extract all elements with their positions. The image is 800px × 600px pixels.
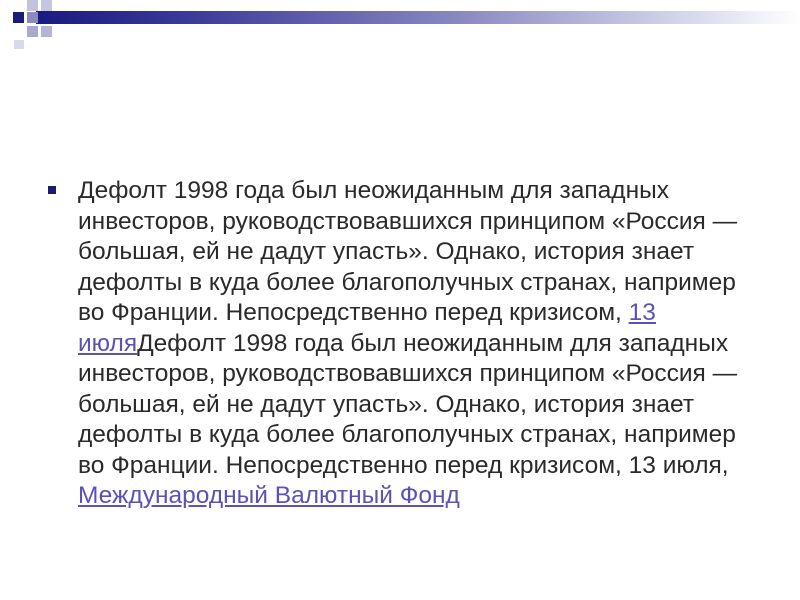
bullet-square-icon [48, 186, 56, 194]
paragraph-text: Дефолт 1998 года был неожиданным для западных инвесторов, руководствовавшихся принципом «Россия — большая, ей не дадут упасть». Однако, история знает дефолты в куда более благополучных странах, например во Франции. Непосредственно перед кризисом, 13 июля, [78, 329, 738, 479]
decor-square [14, 40, 24, 49]
link-13-july[interactable]: 13 июля [78, 299, 656, 357]
decor-square [27, 0, 38, 11]
header-gradient-bar [36, 11, 800, 24]
decor-square [27, 12, 38, 23]
link-imf[interactable]: Международный Валютный Фонд [78, 482, 460, 509]
paragraph-text: Дефолт 1998 года был неожиданным для западных инвесторов, руководствовавшихся принципом «Россия — большая, ей не дадут упасть». Однако, история знает дефолты в куда более благополучных странах, например во Франции. Непосредственно перед кризисом, [78, 177, 738, 326]
bullet-paragraph [78, 176, 768, 512]
decor-square [27, 26, 38, 37]
decor-square [41, 26, 52, 37]
decor-square [41, 0, 52, 11]
decor-square [13, 12, 24, 23]
